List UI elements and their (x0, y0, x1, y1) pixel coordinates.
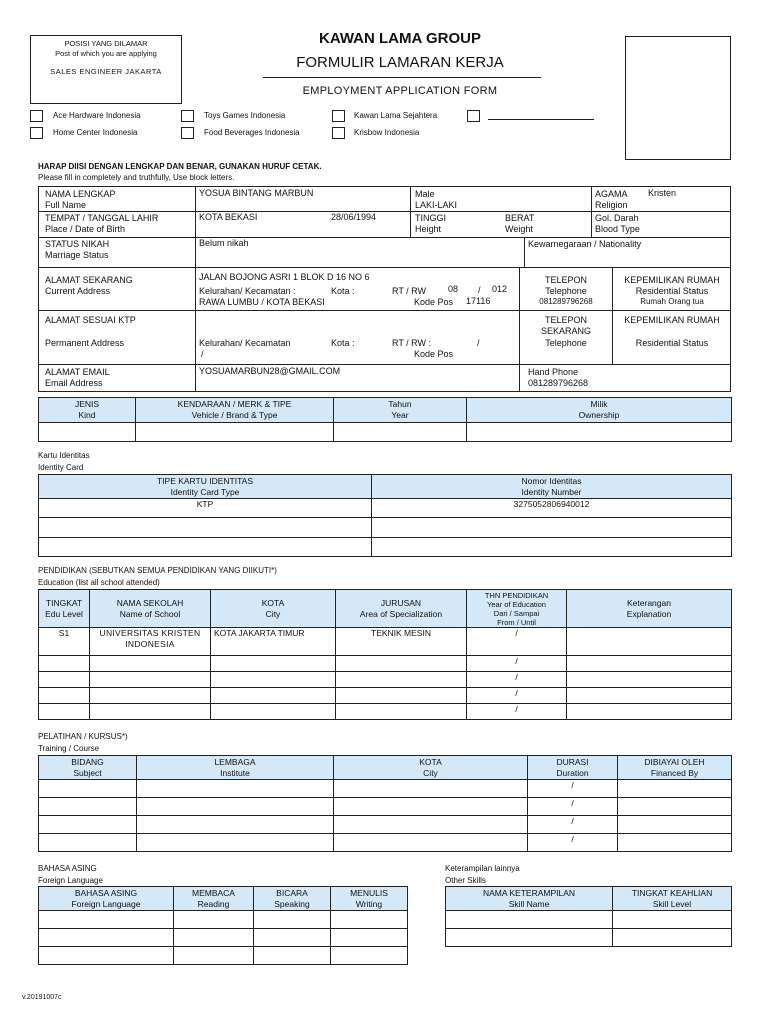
table-row (39, 834, 732, 852)
ownership2-label-en: Residential Status (635, 338, 709, 348)
edu-header-year: THN PENDIDIKAN Year of Education Dari / Sampai From / Until (467, 590, 567, 628)
checkbox-food[interactable] (181, 127, 194, 139)
identity-table (38, 474, 732, 557)
training-subject-cell[interactable] (39, 798, 137, 816)
height-label-en: Height (415, 224, 442, 234)
edu-level-cell[interactable] (39, 672, 90, 688)
vehicle-kind-cell[interactable] (39, 423, 136, 442)
table-row (39, 628, 732, 656)
edu-major-cell[interactable] (336, 688, 467, 704)
lang-cell[interactable] (39, 929, 174, 947)
birth-place[interactable]: KOTA BEKASI (199, 212, 258, 222)
table-row (39, 518, 732, 538)
row-divider (38, 364, 731, 365)
lang-speaking-cell[interactable] (254, 947, 331, 965)
edu-year-cell[interactable]: / (467, 628, 567, 656)
training-city-cell[interactable] (334, 816, 528, 834)
lang-header-language: BAHASA ASING Foreign Language (39, 887, 174, 911)
lang-header-reading: MEMBACA Reading (174, 887, 254, 911)
identity-number-cell[interactable]: 3275052806940012 (372, 499, 732, 518)
edu-school-cell[interactable] (90, 704, 211, 720)
height-label: TINGGI (415, 213, 446, 223)
rtrw-slash: / (478, 285, 481, 295)
rw-value[interactable]: 012 (492, 284, 508, 294)
ownership2-label: KEPEMILIKAN RUMAH (624, 315, 720, 325)
other-company-line[interactable] (488, 119, 594, 120)
vehicle-header-kind: JENIS Kind (39, 398, 136, 423)
edu-header-city: KOTA City (211, 590, 336, 628)
identity-header-number: Nomor Identitas Identity Number (372, 475, 732, 499)
edu-level-cell[interactable] (39, 656, 90, 672)
kodepos-label: Kode Pos (414, 297, 454, 307)
kota-label: Kota : (331, 286, 355, 296)
identity-header-type: TIPE KARTU IDENTITAS Identity Card Type (39, 475, 372, 499)
training-header-financed: DIBIAYAI OLEH Financed By (618, 756, 732, 780)
language-label-en: Foreign Language (38, 876, 103, 885)
checkbox-kawan-lama[interactable] (332, 110, 345, 122)
ktp-label: ALAMAT SESUAI KTP (45, 315, 136, 325)
table-row (446, 911, 732, 929)
blood-label-en: Blood Type (595, 224, 640, 234)
weight-label-en: Weight (505, 224, 533, 234)
table-row (39, 672, 732, 688)
marital-value[interactable]: Belum nikah (199, 238, 249, 248)
col-divider (410, 186, 411, 237)
skills-table (445, 886, 732, 947)
table-row (39, 423, 732, 442)
training-duration-cell[interactable]: / (528, 816, 618, 834)
col-divider (591, 186, 592, 237)
training-subject-cell[interactable] (39, 816, 137, 834)
vehicle-header-ownership: Milik Ownership (467, 398, 732, 423)
edu-year-cell[interactable]: / (467, 656, 567, 672)
edu-city-cell[interactable] (211, 704, 336, 720)
lang-reading-cell[interactable] (174, 929, 254, 947)
company-label: Krisbow Indonesia (354, 128, 420, 137)
email-value[interactable]: YOSUAMARBUN28@GMAIL.COM (199, 366, 341, 376)
nationality-label: Kewarnegaraan / Nationality (528, 239, 642, 249)
edu-explanation-cell[interactable] (567, 704, 732, 720)
name-label-en: Full Name (45, 200, 87, 210)
religion-label: AGAMA (595, 189, 628, 199)
vehicle-header-year: Tahun Year (334, 398, 467, 423)
language-label-id: BAHASA ASING (38, 864, 97, 873)
identity-type-cell[interactable] (39, 538, 372, 557)
birth-date[interactable]: 28/06/1994 (331, 212, 377, 222)
company-label: Food Beverages Indonesia (204, 128, 300, 137)
instruction-en: Please fill in completely and truthfully, Use block letters. (38, 173, 235, 182)
form-title: FORMULIR LAMARAN KERJA (296, 54, 504, 71)
religion-label-en: Religion (595, 200, 628, 210)
training-institute-cell[interactable] (137, 780, 334, 798)
identity-number-cell[interactable] (372, 518, 732, 538)
ktp-kelurahan-slash: / (201, 349, 204, 359)
company-label: Ace Hardware Indonesia (53, 111, 141, 120)
edu-year-cell[interactable]: / (467, 672, 567, 688)
title-underline (263, 77, 541, 78)
lang-header-speaking: BICARA Speaking (254, 887, 331, 911)
phone-now-label2: SEKARANG (540, 326, 591, 336)
edu-major-cell[interactable] (336, 672, 467, 688)
training-duration-cell[interactable]: / (528, 798, 618, 816)
gender-value[interactable]: LAKI-LAKI (415, 200, 458, 210)
name-label: NAMA LENGKAP (45, 189, 116, 199)
name-value[interactable]: YOSUA BINTANG MARBUN (199, 188, 314, 198)
training-financed-cell[interactable] (618, 834, 732, 852)
religion-value[interactable]: Kristen (648, 188, 677, 198)
skill-name-cell[interactable] (446, 929, 613, 947)
marital-label: STATUS NIKAH (45, 239, 110, 249)
birth-label-en: Place / Date of Birth (45, 224, 126, 234)
training-duration-cell[interactable]: / (528, 834, 618, 852)
address-label-en: Current Address (45, 286, 111, 296)
ktp-kelurahan-label: Kelurahan/ Kecamatan (199, 338, 291, 348)
training-financed-cell[interactable] (618, 816, 732, 834)
training-institute-cell[interactable] (137, 798, 334, 816)
table-row (39, 688, 732, 704)
instruction-id: HARAP DIISI DENGAN LENGKAP DAN BENAR, GUNAKAN HURUF CETAK. (38, 162, 322, 171)
skill-header-name: NAMA KETERAMPILAN Skill Name (446, 887, 613, 911)
training-header-duration: DURASI Duration (528, 756, 618, 780)
training-city-cell[interactable] (334, 780, 528, 798)
handphone-label: Hand Phone (528, 367, 579, 377)
company-label: Toys Games Indonesia (204, 111, 286, 120)
skills-label-id: Keterampilan lainnya (445, 864, 520, 873)
table-row (39, 816, 732, 834)
identity-label-en: Identity Card (38, 463, 84, 472)
phone-value[interactable]: 081289796268 (539, 297, 593, 306)
training-financed-cell[interactable] (618, 798, 732, 816)
position-box (30, 35, 182, 104)
ktp-kodepos-label: Kode Pos (414, 349, 454, 359)
skill-level-cell[interactable] (613, 929, 732, 947)
edu-city-cell[interactable] (211, 672, 336, 688)
marital-label-en: Marriage Status (45, 250, 109, 260)
row-divider (38, 211, 731, 212)
checkbox-home-center[interactable] (30, 127, 43, 139)
col-divider (195, 186, 196, 392)
edu-header-explanation: Keterangan Explanation (567, 590, 732, 628)
address-label: ALAMAT SEKARANG (45, 275, 133, 285)
education-label-en: Education (list all school attended) (38, 578, 160, 587)
edu-explanation-cell[interactable] (567, 672, 732, 688)
lang-reading-cell[interactable] (174, 947, 254, 965)
form-subtitle: EMPLOYMENT APPLICATION FORM (302, 85, 498, 97)
edu-level-cell[interactable] (39, 704, 90, 720)
training-header-subject: BIDANG Subject (39, 756, 137, 780)
education-label-id: PENDIDIKAN (SEBUTKAN SEMUA PENDIDIKAN YANG DIIKUTI*) (38, 566, 277, 575)
lang-cell[interactable] (39, 947, 174, 965)
training-table (38, 755, 732, 852)
vehicle-ownership-cell[interactable] (467, 423, 732, 442)
edu-school-cell[interactable]: UNIVERSITAS KRISTEN INDONESIA (90, 628, 211, 656)
training-label-id: PELATIHAN / KURSUS*) (38, 732, 128, 741)
table-row (39, 780, 732, 798)
gender-label: Male (415, 189, 435, 199)
kodepos-value[interactable]: 17116 (466, 296, 491, 306)
birth-label: TEMPAT / TANGGAL LAHIR (45, 213, 159, 223)
position-label-en: Post of which you are applying (55, 49, 157, 58)
training-city-cell[interactable] (334, 798, 528, 816)
lang-writing-cell[interactable] (331, 929, 408, 947)
lang-cell[interactable] (39, 911, 174, 929)
company-name: KAWAN LAMA GROUP (319, 30, 481, 47)
table-row (39, 929, 408, 947)
edu-school-cell[interactable] (90, 672, 211, 688)
training-institute-cell[interactable] (137, 816, 334, 834)
rt-value[interactable]: 08 (448, 284, 459, 294)
email-label-en: Email Address (45, 378, 103, 388)
edu-explanation-cell[interactable] (567, 688, 732, 704)
phone-now-label-en: Telephone (545, 338, 587, 348)
edu-city-cell[interactable] (211, 688, 336, 704)
edu-school-cell[interactable] (90, 688, 211, 704)
vehicle-year-cell[interactable] (334, 423, 467, 442)
position-label-id: POSISI YANG DILAMAR (64, 39, 148, 48)
vehicle-table (38, 397, 732, 442)
edu-city-cell[interactable] (211, 656, 336, 672)
lang-speaking-cell[interactable] (254, 911, 331, 929)
ownership-label: KEPEMILIKAN RUMAH (624, 275, 720, 285)
table-row (39, 656, 732, 672)
col-divider (524, 237, 525, 267)
lang-writing-cell[interactable] (331, 911, 408, 929)
handphone-value[interactable]: 081289796268 (528, 378, 589, 388)
checkbox-other[interactable] (467, 110, 480, 122)
checkbox-toys[interactable] (181, 110, 194, 122)
kelurahan-label: Kelurahan/ Kecamatan : (199, 286, 296, 296)
identity-number-cell[interactable] (372, 538, 732, 557)
edu-major-cell[interactable] (336, 704, 467, 720)
training-city-cell[interactable] (334, 834, 528, 852)
edu-header-school: NAMA SEKOLAH Name of School (90, 590, 211, 628)
address-line1[interactable]: JALAN BOJONG ASRI 1 BLOK D 16 NO 6 (199, 272, 370, 282)
row-divider (38, 310, 731, 311)
checkbox-krisbow[interactable] (332, 127, 345, 139)
vehicle-header-brand: KENDARAAN / MERK & TIPE Vehicle / Brand & Type (136, 398, 334, 423)
checkbox-ace[interactable] (30, 110, 43, 122)
edu-header-level: TINGKAT Edu Level (39, 590, 90, 628)
edu-header-major: JURUSAN Area of Specialization (336, 590, 467, 628)
edu-school-cell[interactable] (90, 656, 211, 672)
lang-header-writing: MENULIS Writing (331, 887, 408, 911)
training-subject-cell[interactable] (39, 834, 137, 852)
email-label: ALAMAT EMAIL (45, 367, 110, 377)
table-row (39, 538, 732, 557)
blood-label: Gol. Darah (595, 213, 639, 223)
ownership-label-en: Residential Status (635, 286, 709, 296)
table-row (39, 704, 732, 720)
photo-box[interactable] (625, 36, 731, 160)
row-divider (38, 267, 731, 268)
identity-type-cell[interactable] (39, 518, 372, 538)
skills-label-en: Other Skills (445, 876, 486, 885)
version-label: v.20191007c (22, 994, 62, 1001)
table-row (39, 798, 732, 816)
lang-reading-cell[interactable] (174, 911, 254, 929)
phone-label-en: Telephone (545, 286, 587, 296)
ktp-rtrw-slash: / (477, 338, 480, 348)
lang-writing-cell[interactable] (331, 947, 408, 965)
lang-speaking-cell[interactable] (254, 929, 331, 947)
skill-level-cell[interactable] (613, 911, 732, 929)
training-financed-cell[interactable] (618, 780, 732, 798)
company-label: Home Center Indonesia (53, 128, 138, 137)
table-row (39, 947, 408, 965)
identity-type-cell[interactable]: KTP (39, 499, 372, 518)
edu-city-cell[interactable]: KOTA JAKARTA TIMUR (211, 628, 336, 656)
table-row (39, 499, 732, 518)
ktp-kota-label: Kota : (331, 338, 355, 348)
edu-year-cell[interactable]: / (467, 704, 567, 720)
ownership-value[interactable]: Rumah Orang tua (640, 297, 704, 306)
position-value[interactable]: SALES ENGINEER JAKARTA (50, 67, 162, 76)
vehicle-brand-cell[interactable] (136, 423, 334, 442)
education-table (38, 589, 732, 720)
skill-header-level: TINGKAT KEAHLIAN Skill Level (613, 887, 732, 911)
edu-level-cell[interactable]: S1 (39, 628, 90, 656)
company-label: Kawan Lama Sejahtera (354, 111, 438, 120)
edu-major-cell[interactable]: TEKNIK MESIN (336, 628, 467, 656)
edu-level-cell[interactable] (39, 688, 90, 704)
edu-major-cell[interactable] (336, 656, 467, 672)
training-label-en: Training / Course (38, 744, 100, 753)
skill-name-cell[interactable] (446, 911, 613, 929)
phone-label: TELEPON (544, 275, 587, 285)
identity-label-id: Kartu Identitas (38, 451, 90, 460)
language-table (38, 886, 408, 965)
table-row (446, 929, 732, 947)
training-institute-cell[interactable] (137, 834, 334, 852)
training-duration-cell[interactable]: / (528, 780, 618, 798)
address-line3[interactable]: RAWA LUMBU / KOTA BEKASI (199, 297, 325, 307)
phone-now-label: TELEPON (544, 315, 587, 325)
training-header-city: KOTA City (334, 756, 528, 780)
edu-explanation-cell[interactable] (567, 656, 732, 672)
edu-explanation-cell[interactable] (567, 628, 732, 656)
table-row (39, 911, 408, 929)
ktp-label-en: Permanent Address (45, 338, 125, 348)
ktp-rtrw-label: RT / RW : (392, 338, 432, 348)
training-header-institute: LEMBAGA Institute (137, 756, 334, 780)
weight-label: BERAT (505, 213, 535, 223)
training-subject-cell[interactable] (39, 780, 137, 798)
row-divider (38, 237, 731, 238)
edu-year-cell[interactable]: / (467, 688, 567, 704)
rtrw-label: RT / RW (392, 286, 427, 296)
